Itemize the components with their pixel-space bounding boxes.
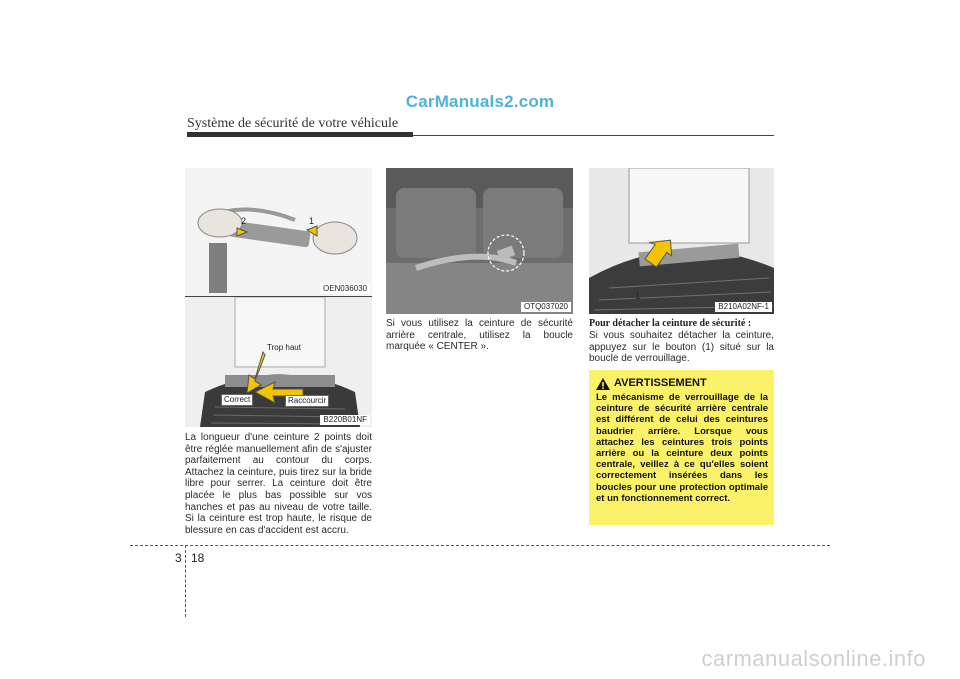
label-trop-haut: Trop haut xyxy=(267,343,301,352)
right-column-paragraph: Si vous souhaitez détacher la ceinture, appuyez sur le bouton (1) situé sur la boucle de verrouillage. xyxy=(589,330,774,365)
left-column-paragraph: La longueur d'une ceinture 2 points doit être réglée manuellement afin de s'ajuster parfaitement au contour du corps. Attachez la ceinture, puis tirez sur la bride libre pour serrer. La ceinture doit être placée le plus bas possible sur vos hanches et pas au niveau de votre taille. Si la ceinture est trop haute, le risque de blessure en cas d'accident est accru. xyxy=(185,432,372,536)
warning-triangle-icon xyxy=(596,378,610,390)
chapter-number: 3 xyxy=(175,551,182,565)
label-correct: Correct xyxy=(221,394,253,406)
page-divider xyxy=(185,545,186,617)
belt-adjust-illustration xyxy=(185,168,372,296)
callout-1: 1 xyxy=(635,291,641,302)
figure-code: B210A02NF-1 xyxy=(715,302,772,312)
warning-body: Le mécanisme de verrouillage de la ceinture de sécurité arrière centrale est différent de celui des ceintures baudrier arrière. Lorsque vous attachez les ceintures trois points arrière ou la ceinture deux points centrale, veillez à ce qu'elles soient correctement insérées dans les boucles pour une protection optimale et un fonctionnement correct. xyxy=(596,392,768,504)
figure-unfasten-belt xyxy=(589,168,774,314)
figure-code: OTQ037020 xyxy=(521,302,571,312)
warning-box xyxy=(589,370,774,525)
footer-watermark: carmanualsonline.info xyxy=(701,646,926,671)
header-rule-accent xyxy=(187,132,413,137)
page-rule xyxy=(130,545,830,546)
watermark-text: CarManuals2.com xyxy=(405,92,555,111)
right-column-subheading: Pour détacher la ceinture de sécurité : xyxy=(589,318,752,329)
figure-belt-position-bottom xyxy=(185,297,372,427)
figure-code: B220B01NF xyxy=(320,415,370,425)
unfasten-belt-illustration xyxy=(589,168,774,314)
callout-1: 1 xyxy=(309,216,315,226)
figure-belt-adjust-top xyxy=(185,168,372,296)
callout-2: 2 xyxy=(241,216,247,226)
page-number: 18 xyxy=(191,551,205,565)
figure-center-belt xyxy=(386,168,573,314)
warning-title: AVERTISSEMENT xyxy=(614,377,707,389)
rear-seat-illustration xyxy=(386,168,573,314)
belt-position-illustration xyxy=(185,297,372,427)
page-header-title: Système de sécurité de votre véhicule xyxy=(187,116,399,131)
figure-code: OEN036030 xyxy=(320,284,370,294)
label-raccourcir: Raccourcir xyxy=(285,395,329,407)
middle-column-paragraph: Si vous utilisez la ceinture de sécurité arrière centrale, utilisez la boucle marquée « CENTER ». xyxy=(386,318,573,353)
